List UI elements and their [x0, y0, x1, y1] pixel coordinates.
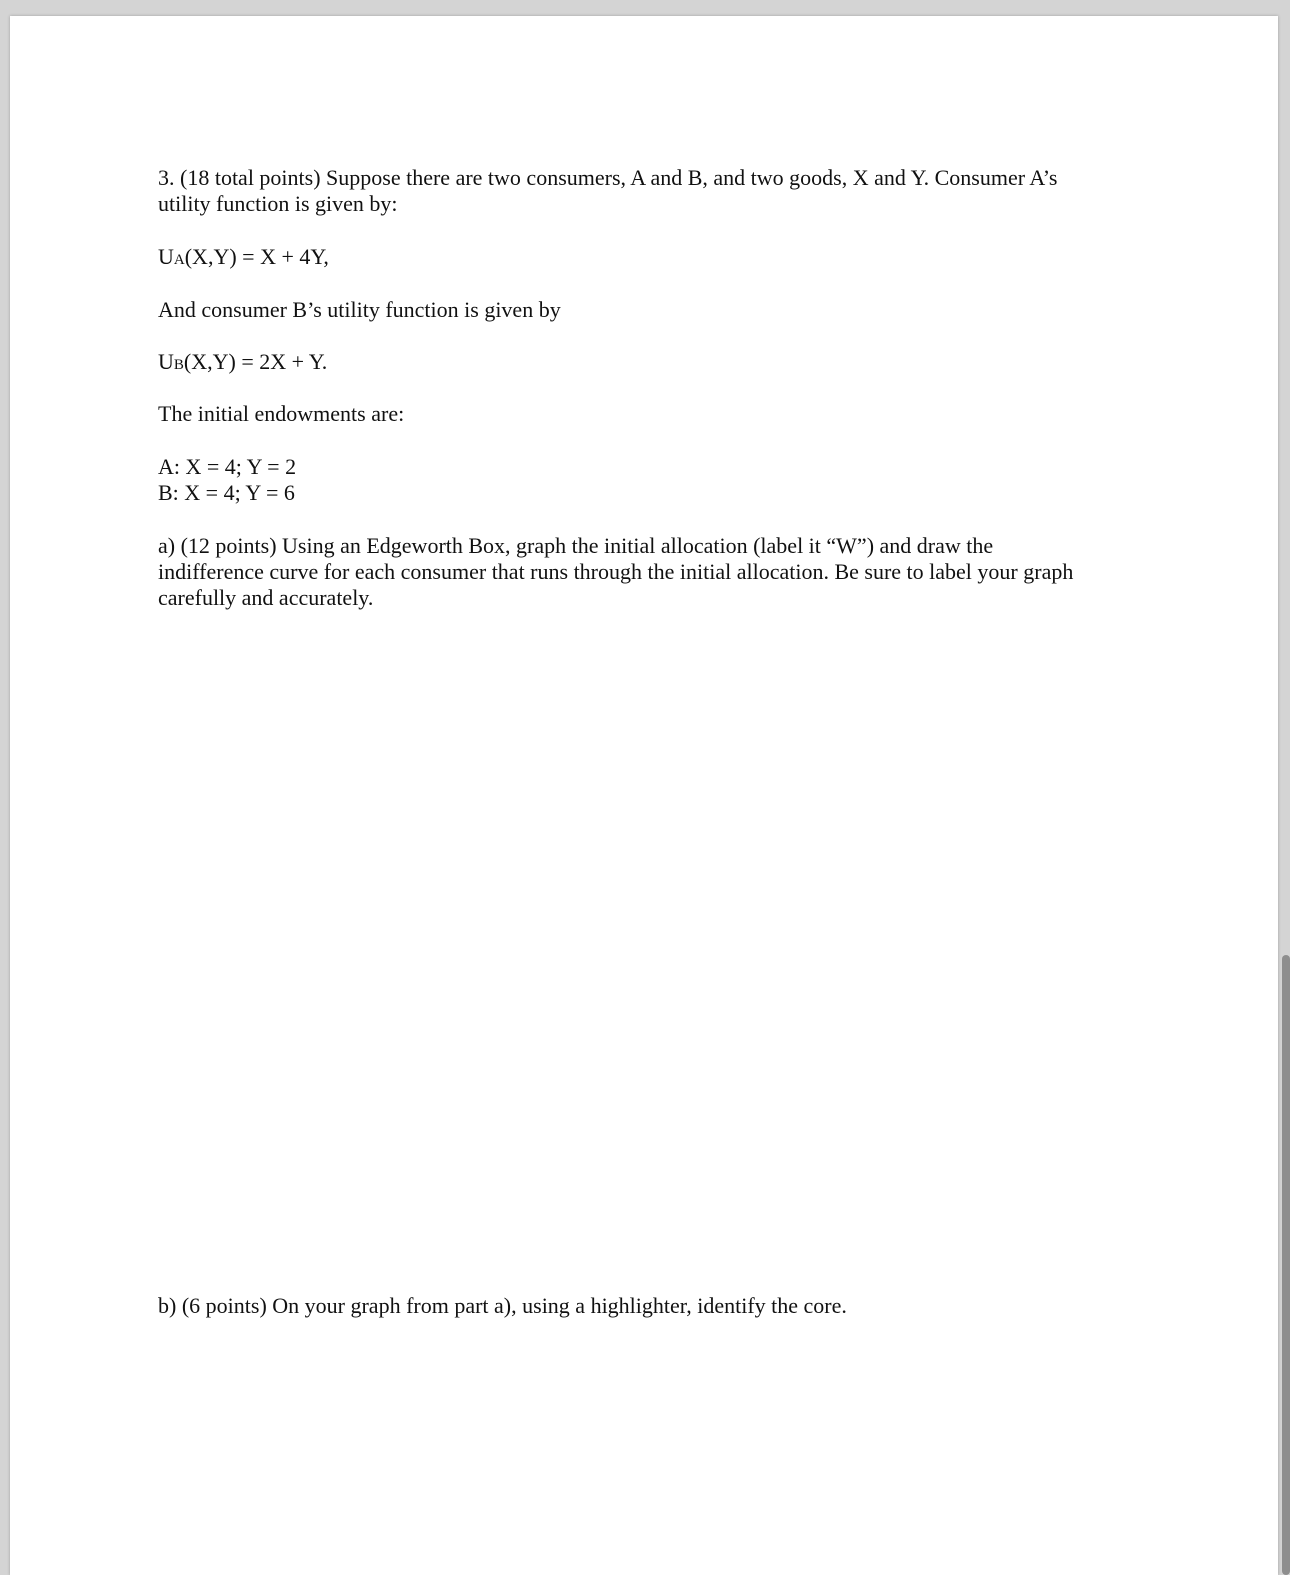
question-intro	[158, 165, 1057, 217]
utility-b-expression: (X,Y) = 2X + Y.	[183, 349, 328, 374]
part-a	[158, 533, 1073, 611]
part-b-line-1: b) (6 points) On your graph from part a), using a highlighter, identify the core.	[158, 1293, 847, 1318]
question-line-1: 3. (18 total points) Suppose there are two consumers, A and B, and two goods, X and Y. Consumer A’s	[158, 165, 1058, 190]
endowments-heading: The initial endowments are:	[158, 401, 405, 426]
consumer-b-intro: And consumer B’s utility function is given by	[158, 297, 561, 322]
utility-b-prefix: U	[158, 349, 174, 374]
utility-a-prefix: U	[158, 244, 174, 269]
utility-b-subscript: B	[173, 357, 184, 373]
utility-function-b	[158, 349, 327, 378]
endowments-list	[158, 454, 296, 506]
endowment-b: B: X = 4; Y = 6	[158, 480, 295, 505]
utility-a-expression: (X,Y) = X + 4Y,	[184, 244, 329, 269]
utility-a-subscript: A	[173, 252, 185, 268]
part-a-line-1: a) (12 points) Using an Edgeworth Box, graph the initial allocation (label it “W”) and draw the	[158, 533, 994, 558]
question-line-2: utility function is given by:	[158, 191, 398, 216]
part-b	[158, 1293, 847, 1319]
endowment-a: A: X = 4; Y = 2	[158, 454, 297, 479]
document-page	[10, 16, 1278, 1575]
part-a-line-2: indifference curve for each consumer that runs through the initial allocation. Be sure to label your graph	[158, 559, 1074, 584]
part-a-line-3: carefully and accurately.	[158, 585, 374, 610]
vertical-scrollbar[interactable]	[1282, 955, 1290, 1575]
utility-function-a	[158, 244, 329, 273]
